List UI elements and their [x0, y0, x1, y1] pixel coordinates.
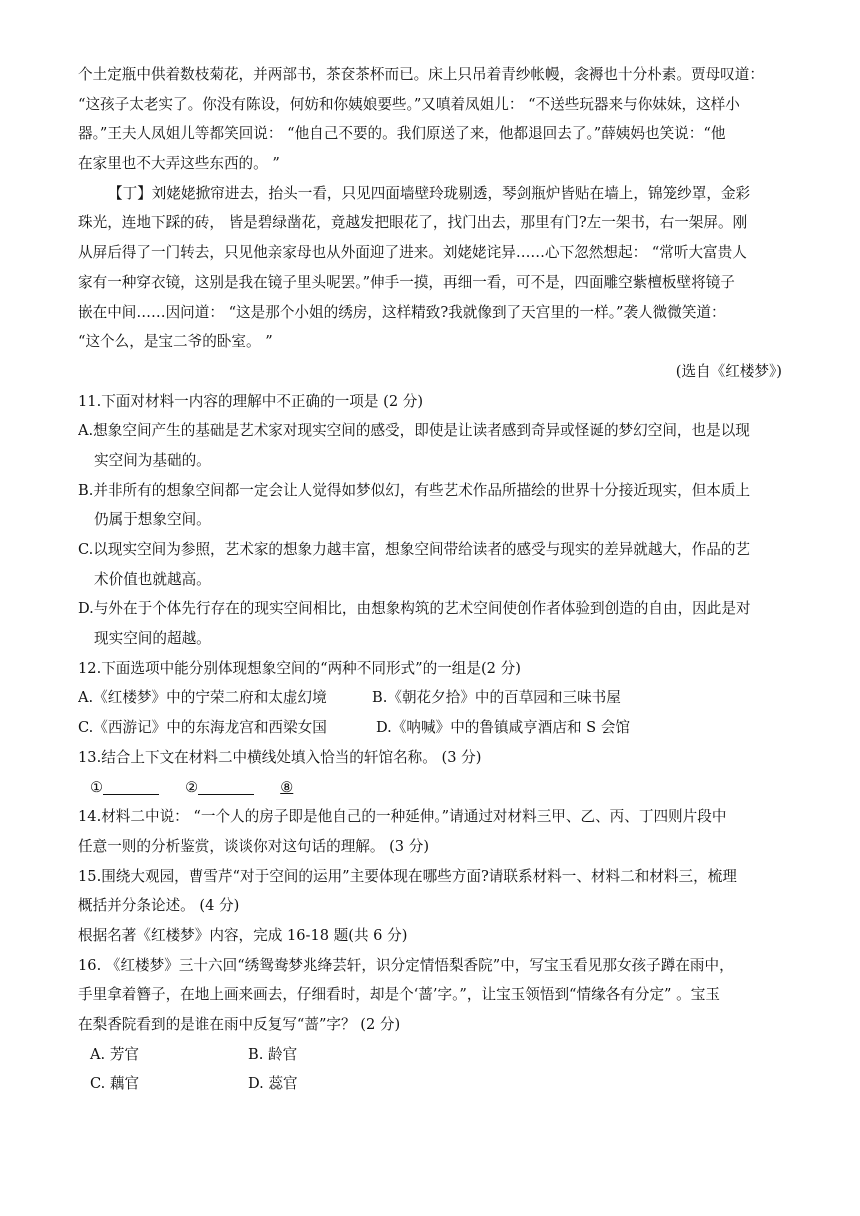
option-d: D.《呐喊》中的鲁镇咸亨酒店和 S 会馆	[376, 719, 631, 737]
option-c: C. 藕官	[90, 1075, 140, 1093]
question-13	[78, 743, 782, 802]
question-stem: 11.下面对材料一内容的理解中不正确的一项是 (2 分)	[78, 392, 424, 410]
text-line: “这个么，是宝二爷的卧室。 ”	[78, 333, 273, 351]
option-b: B.《朝花夕拾》中的百草园和三味书屋	[372, 689, 621, 707]
question-stem: 13.结合上下文在材料二中横线处填入恰当的轩馆名称。 (3 分)	[78, 748, 482, 766]
question-14	[78, 802, 782, 861]
text-line: 从屏后得了一门转去，只见他亲家母也从外面迎了进来。刘姥姥诧异……心下忽然想起： “常听大富贵人	[78, 244, 747, 262]
question-stem: 12.下面选项中能分别体现想象空间的“两种不同形式”的一组是(2 分)	[78, 659, 521, 677]
exam-page	[78, 60, 782, 1099]
option-b: B. 龄官	[248, 1045, 298, 1063]
answer-blanks	[78, 773, 782, 803]
question-line: 任意一则的分析鉴赏，谈谈你对这句话的理解。 (3 分)	[78, 837, 430, 855]
passage-source: (选自《红楼梦》)	[675, 362, 782, 380]
option-c: C.《西游记》中的东海龙宫和西梁女国	[78, 719, 327, 737]
option-d: D. 蕊官	[248, 1075, 298, 1093]
answer-blank-1[interactable]	[103, 780, 159, 795]
question-line: 14.材料二中说： “一个人的房子即是他自己的一种延伸。”请通过对材料三甲、乙、丙、丁四则片段中	[78, 808, 727, 826]
blank-marker-2: ②	[185, 778, 199, 796]
option-a: A. 芳官	[90, 1045, 140, 1063]
question-12	[78, 654, 782, 743]
section-intro: 根据名著《红楼梦》内容，完成 16-18 题(共 6 分)	[78, 926, 408, 944]
text-line: 个土定瓶中供着数枝菊花，并两部书，茶奁茶杯而已。床上只吊着青纱帐幔，衾褥也十分朴素。贾母叹道：	[78, 66, 764, 83]
text-line: 【丁】刘姥姥掀帘进去，抬头一看，只见四面墙壁玲珑剔透，琴剑瓶炉皆贴在墙上，锦笼纱罩，金彩	[108, 184, 751, 202]
text-line: 家有一种穿衣镜，这别是我在镜子里头呢罢。”伸手一摸，再细一看，可不是，四面雕空紫檀板壁将镜子	[78, 273, 735, 291]
answer-blank-2[interactable]	[198, 780, 254, 795]
passage-ding-prev	[78, 60, 782, 179]
option-c-line1: C.以现实空间为参照，艺术家的想象力越丰富，想象空间带给读者的感受与现实的差异就越大，作品的艺	[78, 541, 751, 558]
options-row-1	[78, 683, 782, 713]
option-b-line1: B.并非所有的想象空间都一定会让人觉得如梦似幻，有些艺术作品所描绘的世界十分接近现实，但本质上	[78, 481, 751, 499]
options-row-2	[78, 713, 782, 743]
blank-marker-1: ①	[90, 778, 104, 796]
text-line: 珠光，连地下踩的砖， 皆是碧绿凿花，竟越发把眼花了，找门出去，那里有门?左一架书，右一架屏。刚	[78, 214, 748, 232]
passage-ding	[78, 179, 782, 357]
option-a-line2: 实空间为基础的。	[94, 451, 211, 469]
question-line: 在梨香院看到的是谁在雨中反复写“蔷”字？ (2 分)	[78, 1016, 401, 1033]
question-15	[78, 862, 782, 921]
question-line: 15.围绕大观园，曹雪芹“对于空间的运用”主要体现在哪些方面?请联系材料一、材料二和材料三，梳理	[78, 867, 737, 885]
text-line: 在家里也不大弄这些东西的。 ”	[78, 155, 280, 173]
text-line: 嵌在中间……因问道： “这是那个小姐的绣房，这样精致?我就像到了天宫里的一样。”袭人微微笑道：	[78, 303, 726, 321]
question-line: 概括并分条论述。 (4 分)	[78, 897, 240, 915]
option-d-line1: D.与外在于个体先行存在的现实空间相比，由想象构筑的艺术空间使创作者体验到创造的自由，因此是对	[78, 600, 751, 618]
options-row-1	[78, 1040, 782, 1070]
question-16	[78, 951, 782, 1099]
question-line: 手里拿着簪子，在地上画来画去，仔细看时，却是个‘蔷’字。”，让宝玉领悟到“情缘各有分定” 。宝玉	[78, 986, 720, 1004]
question-11	[78, 387, 782, 654]
question-line: 16. 《红楼梦》三十六回“绣鸳鸯梦兆绛芸轩，识分定情悟梨香院”中，写宝玉看见那女孩子蹲在雨中，	[78, 956, 734, 974]
option-a-line1: A.想象空间产生的基础是艺术家对现实空间的感受，即使是让读者感到奇异或怪诞的梦幻空间，也是以现	[78, 422, 750, 440]
option-a: A.《红楼梦》中的宁荣二府和太虚幻境	[78, 689, 327, 707]
blank-marker-3: ⑧	[280, 778, 294, 796]
option-c-line2: 术价值也就越高。	[94, 570, 211, 588]
options-row-2	[78, 1069, 782, 1099]
option-b-line2: 仍属于想象空间。	[94, 511, 211, 529]
text-line: 器。”王夫人凤姐儿等都笑回说： “他自己不要的。我们原送了来，他都退回去了。”薛姨妈也笑说：“他	[78, 125, 726, 143]
text-line: “这孩子太老实了。你没有陈设，何妨和你姨娘要些。”又嗔着凤姐儿： “不送些玩器来与你妹妹，这样小	[78, 95, 740, 113]
option-d-line2: 现实空间的超越。	[94, 630, 211, 648]
